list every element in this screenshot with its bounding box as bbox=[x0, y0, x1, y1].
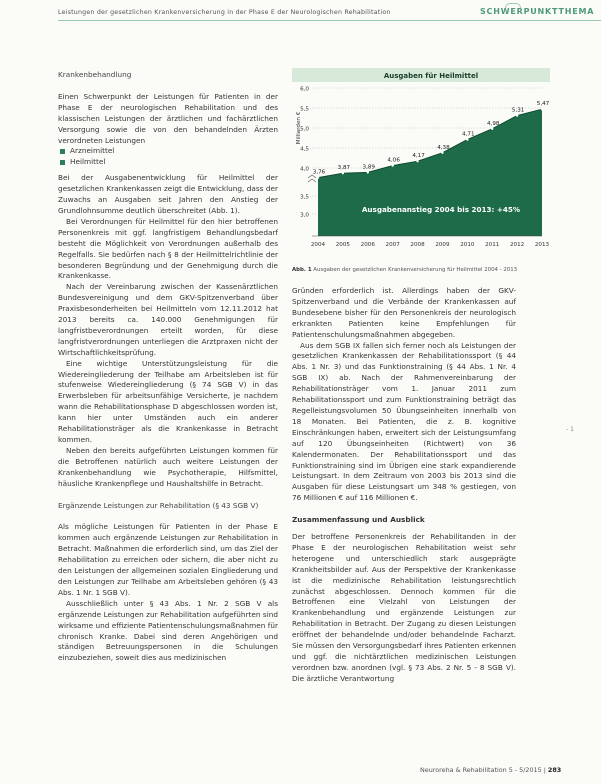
list-item: Heilmittel bbox=[58, 157, 278, 168]
chart-annotation: Ausgabenanstieg 2004 bis 2013: +45% bbox=[361, 205, 521, 214]
data-label: 4,98 bbox=[486, 120, 500, 127]
x-tick-label: 2005 bbox=[335, 242, 351, 248]
heading-krankenbehandlung: Krankenbehandlung bbox=[58, 70, 132, 79]
data-point bbox=[367, 171, 369, 173]
data-point bbox=[317, 176, 319, 178]
data-label: 3,76 bbox=[312, 169, 326, 176]
paragraph: Einen Schwerpunkt der Leistungen für Patienten in der Phase E der neurologischen Rehabilitation und des klassischen Leistungen der ärztlichen und fachärztlichen Versorgung sowie die von den behandelnden Ärzten verordneten Leistungen bbox=[58, 91, 278, 145]
data-point bbox=[342, 172, 344, 174]
data-label: 4,06 bbox=[387, 157, 400, 164]
x-tick-label: 2004 bbox=[310, 242, 326, 248]
y-tick-label: 4,5 bbox=[300, 146, 309, 153]
data-label: 3,89 bbox=[362, 164, 376, 171]
header-rule bbox=[58, 20, 601, 21]
data-point bbox=[441, 152, 443, 154]
x-tick-label: 2007 bbox=[385, 242, 400, 248]
data-point bbox=[391, 164, 393, 166]
y-tick-label: 4,0 bbox=[300, 166, 309, 173]
y-tick-label: 3,5 bbox=[300, 194, 309, 201]
data-point bbox=[516, 114, 518, 116]
paragraph: Nach der Vereinbarung zwischen der Kassenärztlichen Bundesvereinigung und dem GKV-Spitzenverband über Praxisbesonderheiten bei Heilmitteln vom 12.11.2012 hat 2013 bereits ca. 140.000 Genehmigungen für langfristbeverordnungen erteilt worden, für diese langfristverordnungen unterliegen die Arztpraxen nicht der Wirtschaftlichkeitsprüfung. bbox=[58, 282, 278, 357]
x-tick-label: 2006 bbox=[360, 242, 375, 248]
paragraph: Bei Verordnungen für Heilmittel für den hier betroffenen Personenkreis mit ggf. langfristigem Behandlungsbedarf besteht die Möglichkeit von Verordnungen außerhalb des Regelfalls. Sie bedürfen nach § 8 der Heilmittelrichtlinie der besonderen Begründung und der Genehmigung durch die Krankenkasse. bbox=[58, 216, 278, 281]
data-label: 5,47 bbox=[536, 101, 550, 108]
bullet-list bbox=[58, 146, 278, 168]
expenditure-chart bbox=[292, 68, 550, 260]
x-tick-label: 2013 bbox=[534, 242, 550, 248]
running-title: Leistungen der gesetzlichen Krankenversicherung in der Phase E der Neurologischen Rehabilitation bbox=[58, 9, 391, 16]
paragraph: Aus dem SGB IX fallen sich ferner noch als Leistungen der gesetzlichen Krankenkassen der Rehabilitationssport (§ 44 Abs. 1 Nr. 3) und das Funktionstraining (§ 44 Abs. 1 Nr. 4 SGB IX) ab. Nach der Rahmenvereinbarung der Rehabilitationsträger vom 1. Januar 2011 zum Rehabilitationssport und zum Funktionstraining beträgt das Regelleistungsvolumen 50 Übungseinheiten innerhalb von 18 Monaten. Bei Patienten, die z. B. kognitive Einschränkungen haben, erweitert sich der Leistungsumfang auf 120 Übungseinheiten (Richtwert) von 36 Kalendermonaten. Der Rehabilitationssport und das Funktionstraining sind im Übrigen eine stark expandierende Leistungsart. In dem Zeitraum von 2003 bis 2013 sind die Ausgaben für diese Leistungsart um 348 % gestiegen, von 76 Millionen € auf 116 Millionen €. bbox=[292, 340, 516, 503]
chart-title: Ausgaben für Heilmittel bbox=[383, 72, 479, 80]
page-number: 283 bbox=[547, 766, 562, 774]
paragraph: Ausschließlich unter § 43 Abs. 1 Nr. 2 SGB V als ergänzende Leistungen zur Rehabilitation aufgeführten sind wirksame und effiziente Patientenschulungsmaßnahmen für chronisch Kranke. Dabei sind deren Angehörigen und ständigen Betreuungspersonen in die Schulungen einzubeziehen, soweit dies aus medizinischen bbox=[58, 598, 278, 663]
chart-canvas bbox=[292, 68, 550, 260]
data-point bbox=[466, 138, 468, 140]
page-footer: Neuroreha & Rehabilitation 5 - 5/2015 | 283 bbox=[420, 766, 562, 774]
paragraph: Der betroffene Personenkreis der Rehabilitanden in der Phase E der neurologischen Rehabilitation weist sehr heterogene und unterschiedlich stark ausgeprägte Krankheitsbilder auf. Aus der Perspektive der Krankenkasse ist die medizinische Rehabilitation leistungsrechtlich zunächst abgeschlossen. Dennoch kommen für die Betroffenen eine Vielzahl von Leistungen der Krankenbehandlung und ergänzende Leistungen zur Rehabilitation in Betracht. Der Zugang zu diesen Leistungen eröffnet der behandelnde und/oder behandelnde Facharzt. Sie müssen den Versorgungsbedarf ihres Patienten erkennen und ggf. die nichtärztlichen medizinischen Leistungen verordnen bzw. anordnen (vgl. § 73 Abs. 2 Nr. 5 - 8 SGB V). Die ärztliche Verantwortung bbox=[292, 532, 516, 683]
data-point bbox=[541, 108, 543, 110]
paragraph: Bei der Ausgabenentwicklung für Heilmittel der gesetzlichen Krankenkassen zeigt die Entwicklung, dass der Zuwachs an Ausgaben seit Jahren den Anstieg der Grundlohnsumme deutlich überschreitet (Abb. 1). bbox=[58, 173, 278, 215]
data-label: 5,31 bbox=[511, 107, 525, 114]
y-tick-label: 5,0 bbox=[300, 126, 309, 133]
y-axis-label: Milliarden € bbox=[296, 111, 302, 145]
data-label: 4,17 bbox=[412, 153, 425, 160]
list-item: Arzneimittel bbox=[58, 146, 278, 157]
x-tick-label: 2012 bbox=[509, 242, 525, 248]
data-label: 4,38 bbox=[437, 144, 450, 151]
x-tick-label: 2009 bbox=[435, 242, 450, 248]
section-label: SCHWERPUNKTTHEMA bbox=[480, 7, 595, 16]
paragraph: Neben den bereits aufgeführten Leistungen kommen für die Betroffenen natürlich auch weitere Leistungen der Krankenbehandlung wie Psychotherapie, Hilfsmittel, häusliche Krankenpflege und Haushaltshilfe in Betracht. bbox=[58, 445, 278, 488]
left-column bbox=[58, 70, 278, 664]
paragraph: Als mögliche Leistungen für Patienten in der Phase E kommen auch ergänzende Leistungen zur Rehabilitation in Betracht. Maßnahmen die erforderlich sind, um das Ziel der Rehabilitation zu erreichen oder sichern, die aber nicht zu den Leistungen der allgemeinen sozialen Eingliederung und den Leistungen zur Teilhabe am Arbeitsleben gehören (§ 43 Abs. 1 Nr. 1 SGB V). bbox=[58, 522, 278, 597]
paragraph: Eine wichtige Unterstützungsleistung für die Wiedereingliederung der Teilhabe am Arbeitsleben ist für stufenweise Wiedereingliederung (§ 74 SGB V) in das Erwerbsleben für arbeitsunfähige Versicherte, je nachdem wann die Rehabilitationsphase D abgeschlossen worden ist, kann hier unter Umständen auch ein anderer Rehabilitationsträger als die Krankenkasse in Betracht kommen. bbox=[58, 358, 278, 444]
data-point bbox=[416, 160, 418, 162]
figure-caption: Abb. 1 Ausgaben der gesetzlichen Krankenversicherung für Heilmittel 2004 - 2013 bbox=[292, 267, 518, 273]
x-tick-label: 2008 bbox=[410, 242, 425, 248]
bullet-square-icon bbox=[60, 149, 65, 154]
right-column bbox=[292, 286, 516, 685]
axis-break-mark bbox=[308, 175, 316, 182]
y-tick-label: 5,5 bbox=[300, 106, 309, 113]
data-point bbox=[491, 128, 493, 130]
data-label: 3,87 bbox=[337, 165, 351, 172]
heading-ergaenzende-leistungen: Ergänzende Leistungen zur Rehabilitation (§ 43 SGB V) bbox=[58, 500, 259, 510]
margin-mark: - 1 bbox=[566, 426, 574, 433]
page-header bbox=[0, 0, 601, 32]
x-tick-label: 2010 bbox=[460, 242, 475, 248]
y-tick-label: 3,0 bbox=[300, 212, 309, 219]
bullet-square-icon bbox=[60, 160, 65, 165]
x-tick-label: 2011 bbox=[485, 242, 500, 248]
y-tick-label: 6,0 bbox=[300, 86, 309, 93]
journal-name: Neuroreha & Rehabilitation 5 - 5/2015 bbox=[420, 766, 542, 774]
data-label: 4,71 bbox=[462, 131, 475, 138]
paragraph: Gründen erforderlich ist. Allerdings haben der GKV-Spitzenverband und die Verbände der Krankenkassen auf Bundesebene bisher für den Personenkreis der neurologisch erkrankten Patienten keine Empfehlungen für Patientenschulungsmaßnahmen abgegeben. bbox=[292, 286, 516, 339]
heading-zusammenfassung: Zusammenfassung und Ausblick bbox=[292, 515, 425, 525]
